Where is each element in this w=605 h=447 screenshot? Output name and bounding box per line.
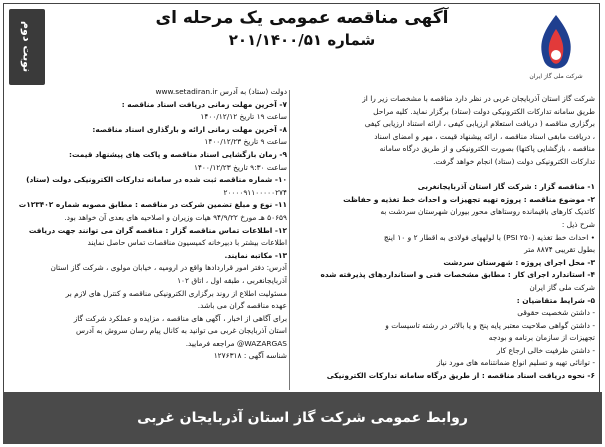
body-line: آذربایجانغربی ، طبقه اول ، اتاق ۱۰۲ — [177, 275, 287, 285]
body-line: ۵۰۶۵۹ هـ مورخ ۹۴/۹/۲۲ هیات وزیران و اصلاحیه های بعدی آن خواهد بود. — [64, 212, 287, 222]
body-line: ۲۰۰۰۰۹۱۱۰۰۰۰۰۲۷۴ — [223, 187, 287, 197]
body-line: شرکت گاز استان آذربایجان غربی در نظر دارد مناقصه با مشخصات زیر را از — [362, 94, 595, 103]
body-line: برای آگاهی از اخبار ، آگهی های مناقصه ، مزایده و عملکرد شرکت گاز — [73, 313, 287, 323]
notice-body-right — [295, 93, 595, 385]
body-line: WAZARGAS@ مراجعه فرمایید. — [185, 338, 287, 348]
body-line: آدرس: دفتر امور قراردادها واقع در ارومیه ، خیابان مولوی ، شرکت گاز استان — [50, 263, 287, 273]
body-line: - داشتن شخصیت حقوقی — [517, 308, 595, 318]
notice-header — [3, 3, 602, 80]
body-line: ، دریافت مابقی اسناد مناقصه ، ارائه پیشنهاد قیمت ، مهر و امضای اسناد — [374, 131, 595, 141]
body-line: شرکت ملی گاز ایران — [529, 282, 595, 292]
body-line: ۱۱- نوع و مبلغ تضمین شرکت در مناقصه : مطابق مصوبه شماره ۱۲۳۴۰۲ت — [18, 200, 287, 210]
body-line: استان آذربایجان غربی می توانید به کانال پیام رسان سروش به آدرس — [76, 326, 287, 336]
body-line: دولت (ستاد) به آدرس www.setadiran.ir — [155, 87, 287, 96]
body-line: شرح ذیل : — [561, 219, 595, 229]
body-line: تجهیزات از سازمان برنامه و بودجه — [488, 333, 595, 343]
round-badge: نوبت دوم — [9, 9, 45, 85]
logo-caption: شرکت ملی گاز ایران — [529, 73, 583, 80]
body-line: ۵- شرایط متقاضیان : — [516, 295, 595, 305]
body-line: - داشتن گواهی صلاحیت معتبر پایه پنج و یا بالاتر در رشته تاسیسات و — [385, 320, 595, 330]
notice-title: آگهی مناقصه عمومی یک مرحله ای — [155, 8, 449, 28]
body-line: مسئولیت اطلاع از روند برگزاری الکترونیکی مناقصه و کنترل های لازم بر — [65, 288, 287, 298]
body-line: ساعت ۱۹ تاریخ ۱۴۰۰/۱۲/۱۲ — [200, 112, 287, 122]
body-line: شناسه آگهی : ۱۲۷۶۳۱۸ — [213, 351, 287, 361]
body-line: اطلاعات بیشتر با دبیرخانه کمیسیون مناقصات تماس حاصل نمایند — [87, 238, 287, 248]
body-line: ۳- محل اجرای پروژه : شهرستان سردشت — [443, 257, 595, 267]
body-line: عهده مناقصه گران می باشد. — [197, 301, 287, 311]
notice-body-left — [9, 86, 287, 391]
body-line: ۷- آخرین مهلت زمانی دریافت اسناد مناقصه : — [121, 99, 287, 109]
body-line: ۱- مناقصه گزار : شرکت گاز استان آذربایجانغربی — [417, 182, 595, 192]
body-line: - داشتن ظرفیت خالی ارجاع کار — [496, 345, 595, 355]
body-line: کاتدیک کارهای باقیمانده روستاهای محور بیوران شهرستان سردشت به — [380, 207, 595, 217]
column-divider — [289, 90, 290, 390]
body-line: ۹- زمان بازگشایی اسناد مناقصه و پاکت های پیشنهاد قیمت: — [69, 149, 287, 159]
body-line: تدارکات الکترونیکی دولت (ستاد) انجام خواهد گرفت. — [433, 156, 595, 166]
body-line: ۴- استاندارد اجرای کار : مطابق مشخصات فنی و استانداردهای پذیرفته شده — [320, 270, 595, 280]
body-line: - توانائی تهیه و تسلیم انواع ضمانتنامه های مورد نیاز — [436, 358, 595, 368]
body-line: ساعت ۹ تاریخ ۱۴۰۰/۱۲/۲۳ — [204, 137, 287, 147]
body-line: ۶- نحوه دریافت اسناد مناقصه : از طریق درگاه سامانه تدارکات الکترونیکی — [326, 371, 595, 381]
body-line: مناقصه ، بازگشایی پاکتها) بصورت الکترونیکی و از طریق درگاه سامانه — [379, 144, 595, 154]
notice-number: شماره ۲۰۱/۱۴۰۰/۵۱ — [228, 31, 376, 49]
body-line — [295, 169, 595, 182]
body-line: • احداث خط تغذیه (PSI ۲۵۰) با لولههای فولادی به اقطار ۲ و ۱۰ اینچ — [383, 232, 595, 242]
notice-footer: روابط عمومی شرکت گاز استان آذربایجان غربی — [3, 392, 602, 444]
body-line: برگزاری مناقصه ( دریافت استعلام ارزیابی کیفی ، ارائه استناد ارزیابی کیفی — [364, 119, 595, 129]
body-line: ۲- موضوع مناقصه : پروژه تهیه تجهیزات و احداث خط تغذیه و حفاظت — [343, 194, 595, 204]
body-line: ۱۳- مکاتبه نمایند. — [224, 250, 287, 260]
body-line: ساعت ۹:۳۰ تاریخ ۱۴۰۰/۱۲/۲۳ — [193, 162, 287, 172]
body-line: ۱۲- اطلاعات تماس مناقصه گزار : مناقصه گران می توانند جهت دریافت — [28, 225, 287, 235]
body-line: ۸- آخرین مهلت زمانی ارائه و بارگذاری اسناد مناقصه: — [92, 124, 287, 134]
body-line: ۱۰- شماره مناقصه ثبت شده در سامانه تدارکات الکترونیکی دولت (ستاد) — [26, 175, 287, 185]
body-line: بطول تقریبی ۸۸۷۴ متر — [524, 245, 595, 255]
body-line: طریق سامانه تدارکات الکترونیکی دولت (ستاد) برگزار نماید. کلیه مراحل — [373, 106, 595, 116]
